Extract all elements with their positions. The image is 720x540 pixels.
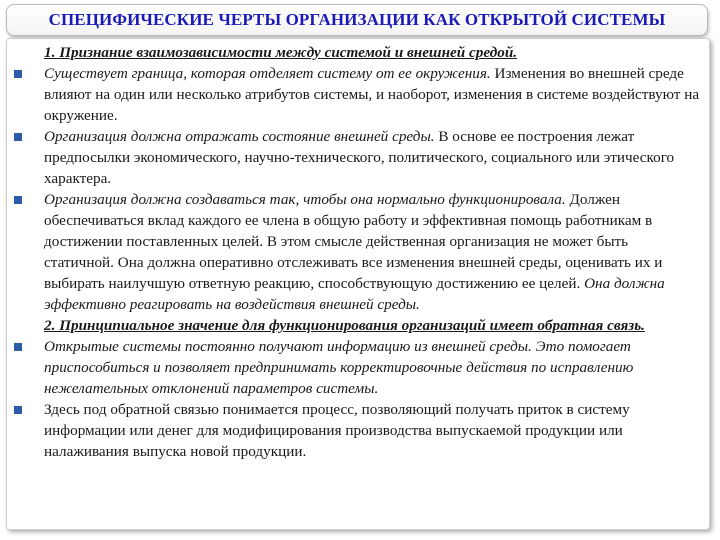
- slide-body: [44, 42, 700, 462]
- bullet-item-3: [44, 189, 700, 315]
- bullet-item-4: [44, 336, 700, 399]
- section-heading-2: 2. Принципиальное значение для функционирования организаций имеет обратная связь.: [44, 317, 645, 334]
- bullet-item-2: [44, 126, 700, 189]
- square-bullet-icon: [14, 196, 22, 204]
- bullet-item-5: [44, 399, 700, 462]
- bullet-5-text: Здесь под обратной связью понимается процесс, позволяющий получать приток в систему информации или денег для модифицирования производства выпускаемой продукции или налаживания выпуска новой продукции.: [44, 401, 630, 460]
- bullet-2-text: В основе ее построения лежат предпосылки экономического, научно-технического, политического, социального или этического характера.: [44, 128, 675, 187]
- square-bullet-icon: [14, 133, 22, 141]
- section-heading-1: 1. Признание взаимозависимости между системой и внешней средой.: [44, 44, 518, 61]
- title-banner: [6, 4, 708, 36]
- bullet-2-italic: Организация должна отражать состояние внешней среды.: [44, 128, 435, 145]
- bullet-4-italic: Открытые системы постоянно получают информацию из внешней среды. Это помогает приспособиться и позволяет предпринимать корректировочные действия по исправлению нежелательных отклонений параметров системы.: [44, 338, 634, 397]
- square-bullet-icon: [14, 406, 22, 414]
- square-bullet-icon: [14, 70, 22, 78]
- bullet-1-text: Изменения во внешней среде влияют на один или несколько атрибутов системы, и наоборот, изменения в системе воздействуют на окружение.: [44, 65, 700, 124]
- bullet-3-italic: Организация должна создаваться так, чтобы она нормально функционировала.: [44, 191, 566, 208]
- bullet-3-italic-end: Она должна эффективно реагировать на воздействия внешней среды.: [44, 275, 665, 313]
- bullet-3-text: Должен обеспечиваться вклад каждого ее члена в общую работу и эффективная помощь работникам в достижении поставленных целей. В этом смысле действенная организация не может быть статичной. Она должна оперативно отслеживать все изменения внешней среды, оценивать их и выбирать наилучшую ответную реакцию, способствующую достижению ее целей.: [44, 191, 663, 292]
- bullet-1-italic: Существует граница, которая отделяет систему от ее окружения.: [44, 65, 491, 82]
- slide-title: СПЕЦИФИЧЕСКИЕ ЧЕРТЫ ОРГАНИЗАЦИИ КАК ОТКРЫТОЙ СИСТЕМЫ: [48, 10, 666, 29]
- bullet-item-1: [44, 63, 700, 126]
- square-bullet-icon: [14, 343, 22, 351]
